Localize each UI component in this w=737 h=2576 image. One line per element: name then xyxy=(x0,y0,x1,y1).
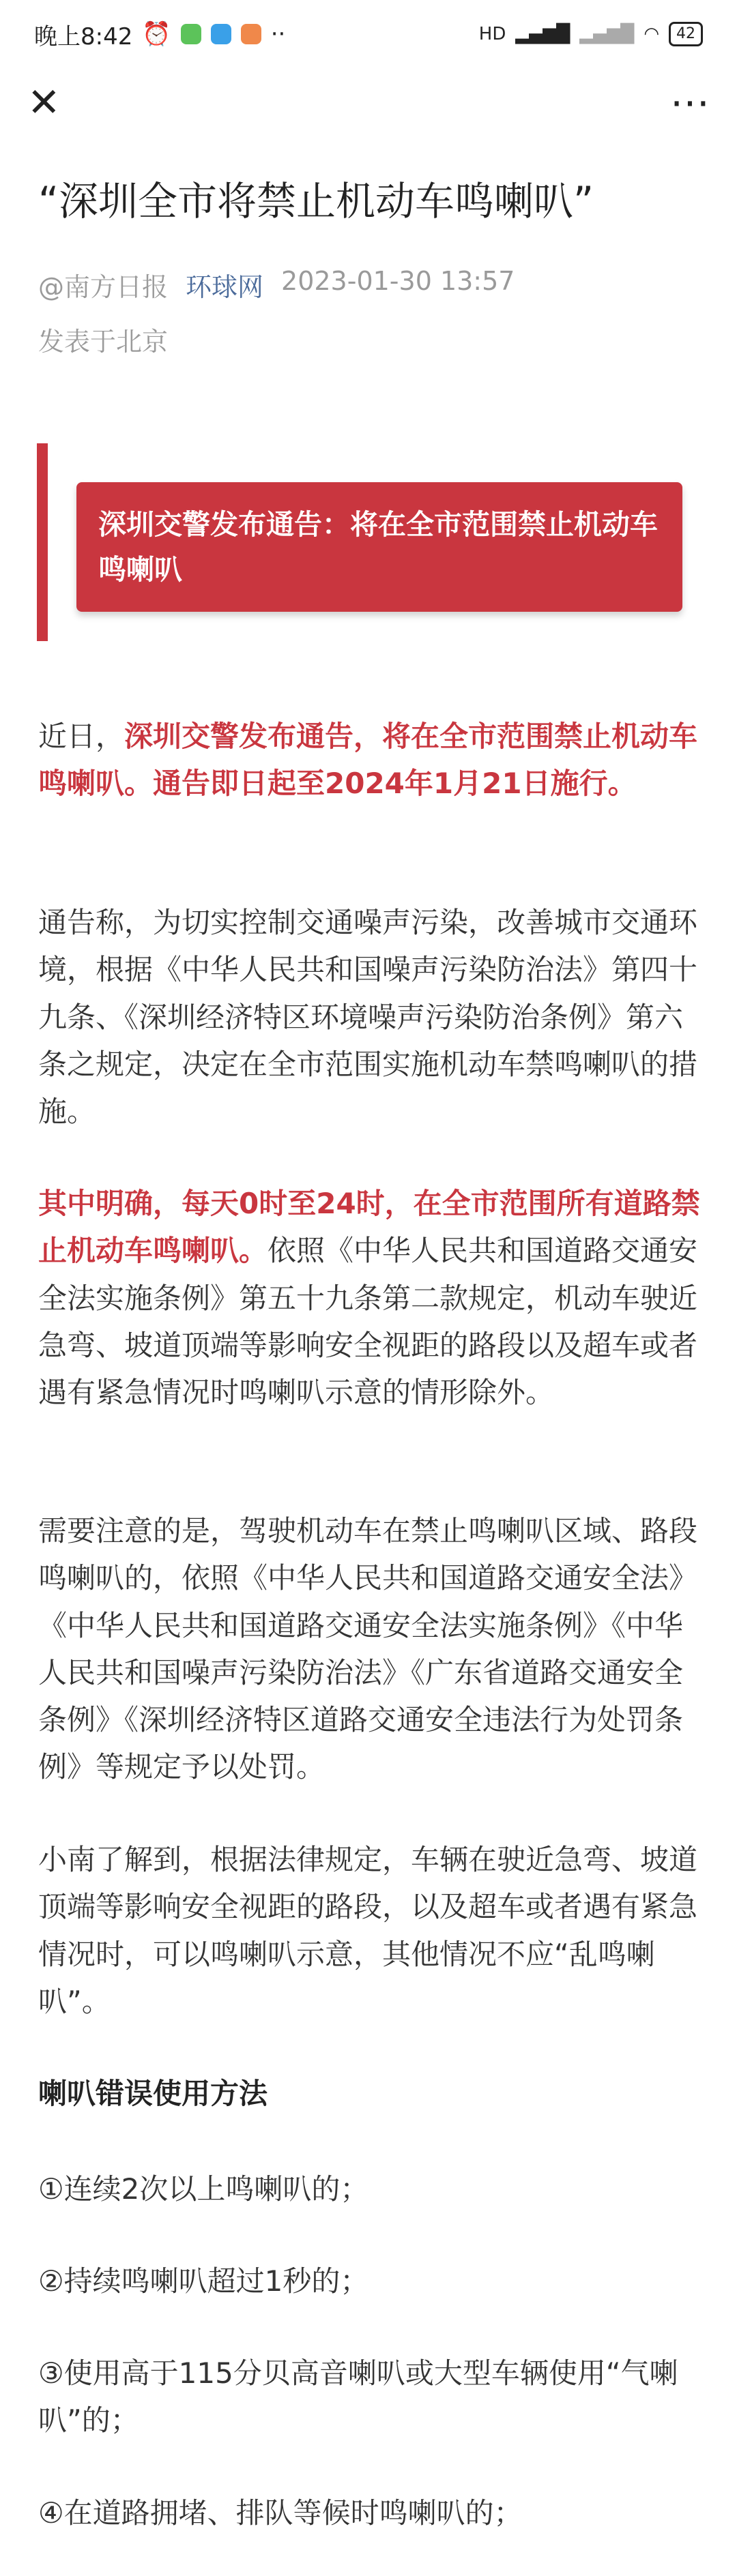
status-right xyxy=(479,22,703,46)
status-left xyxy=(34,18,285,51)
p3-rest: 依照《中华人民共和国道路交通安全法实施条例》第五十九条第二款规定，机动车驶近急弯、坡道顶端等影响安全视距的路段以及超车或者遇有紧急情况时鸣喇叭示意的情形除外。 xyxy=(38,1234,698,1410)
article-source[interactable]: @南方日报 xyxy=(38,272,169,302)
network-label: HD xyxy=(478,24,506,44)
status-bar xyxy=(0,0,737,68)
signal-icon: ▂▄▆█ xyxy=(515,24,570,44)
p3-highlight: 其中明确，每天0时至24时，在全市范围所有道路禁止机动车鸣喇叭。 xyxy=(38,1187,700,1268)
app-notification-icon xyxy=(211,24,231,44)
list-item: ④在道路拥堵、排队等候时鸣喇叭的； xyxy=(38,2496,523,2530)
article-title: “深圳全市将禁止机动车鸣喇叭” xyxy=(38,178,594,224)
more-notifications: ·· xyxy=(270,20,286,48)
article-channel-link[interactable]: 环球网 xyxy=(186,272,264,302)
signal-icon-2: ▂▄▆█ xyxy=(579,24,635,44)
paragraph-2: 通告称，为切实控制交通噪声污染，改善城市交通环境，根据《中华人民共和国噪声污染防治法》第四十九条、《深圳经济特区环境噪声污染防治条例》第六条之规定，决定在全市范围实施机动车禁鸣喇叭的措施。 xyxy=(38,906,698,1129)
wifi-icon: ◠ xyxy=(644,24,659,44)
section-heading: 喇叭错误使用方法 xyxy=(38,2077,268,2110)
highlight-box: 深圳交警发布通告：将在全市范围禁止机动车鸣喇叭 xyxy=(76,482,682,612)
list-item: ③使用高于115分贝高音喇叭或大型车辆使用“气喇叭”的； xyxy=(38,2356,678,2438)
paragraph-1 xyxy=(38,713,700,808)
paragraph-3 xyxy=(38,1180,700,1416)
close-icon[interactable]: ✕ xyxy=(27,79,61,125)
status-time: 晚上8:42 xyxy=(34,23,133,50)
list-item: ②持续鸣喇叭超过1秒的； xyxy=(38,2264,369,2298)
published-location: 发表于北京 xyxy=(38,327,169,357)
p1-lead: 近日， xyxy=(38,720,125,753)
quote-accent-bar xyxy=(37,443,48,641)
battery-icon: 42 xyxy=(669,22,703,46)
app-notification-icon xyxy=(241,24,261,44)
article-meta xyxy=(38,266,515,304)
alarm-icon: ⏰ xyxy=(142,20,171,48)
list-item: ①连续2次以上鸣喇叭的； xyxy=(38,2172,369,2206)
p1-highlight: 深圳交警发布通告，将在全市范围禁止机动车鸣喇叭。通告即日起至2024年1月21日施行。 xyxy=(38,720,698,801)
article-datetime: 2023-01-30 13:57 xyxy=(281,266,515,296)
top-nav-bar xyxy=(0,68,737,136)
paragraph-4: 需要注意的是，驾驶机动车在禁止鸣喇叭区域、路段鸣喇叭的，依照《中华人民共和国道路交通安全法》《中华人民共和国道路交通安全法实施条例》《中华人民共和国噪声污染防治法》《广东省道路交通安全条例》《深圳经济特区道路交通安全违法行为处罚条例》等规定予以处罚。 xyxy=(38,1514,698,1784)
paragraph-5: 小南了解到，根据法律规定，车辆在驶近急弯、坡道顶端等影响安全视距的路段，以及超车或者遇有紧急情况时，可以鸣喇叭示意，其他情况不应“乱鸣喇叭”。 xyxy=(38,1843,698,2018)
app-notification-icon xyxy=(181,24,201,44)
more-icon[interactable]: ⋯ xyxy=(670,79,710,125)
